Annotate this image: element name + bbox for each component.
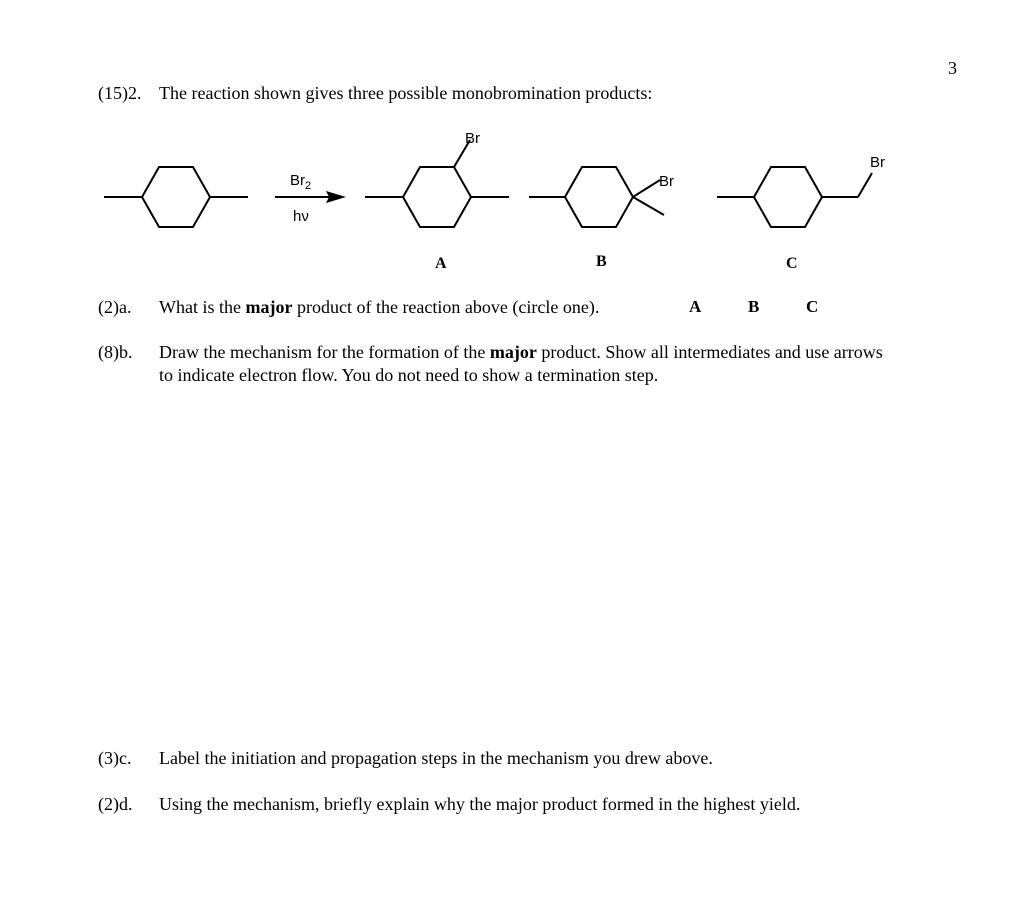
part-b-number: (8)b. bbox=[98, 342, 133, 362]
reagent-hv: hν bbox=[293, 208, 309, 225]
product-a-structure bbox=[365, 140, 509, 227]
product-b-structure bbox=[529, 167, 664, 227]
answer-space[interactable] bbox=[159, 395, 959, 735]
product-b-br-label: Br bbox=[659, 173, 674, 190]
reaction-scheme bbox=[0, 120, 1024, 280]
part-a-number: (2)a. bbox=[98, 297, 132, 317]
product-a-br-label: Br bbox=[465, 130, 480, 147]
part-b-line2: to indicate electron flow. You do not need to show a termination step. bbox=[159, 365, 659, 385]
part-c-text: Label the initiation and propagation steps in the mechanism you drew above. bbox=[159, 748, 713, 768]
choice-c[interactable]: C bbox=[806, 297, 819, 316]
arrowhead bbox=[326, 191, 346, 203]
part-a-text: What is the major product of the reaction above (circle one). bbox=[159, 297, 600, 317]
question-number: (15)2. bbox=[98, 83, 142, 103]
part-d-text: Using the mechanism, briefly explain why the major product formed in the highest yield. bbox=[159, 794, 801, 814]
product-label-b: B bbox=[596, 253, 607, 270]
reagent-br2: $Br_2$ bbox=[290, 172, 312, 192]
product-label-a: A bbox=[435, 255, 447, 272]
choice-a[interactable]: A bbox=[689, 297, 702, 316]
product-c-br-label: Br bbox=[870, 154, 885, 171]
product-c-structure bbox=[717, 167, 872, 227]
page-number: 3 bbox=[948, 58, 957, 78]
reactant-structure bbox=[104, 167, 248, 227]
part-b-line1: Draw the mechanism for the formation of the major product. Show all intermediates and use arrows bbox=[159, 342, 883, 362]
question-text: The reaction shown gives three possible monobromination products: bbox=[159, 83, 653, 103]
product-label-c: C bbox=[786, 255, 798, 272]
part-c-number: (3)c. bbox=[98, 748, 132, 768]
choice-b[interactable]: B bbox=[748, 297, 760, 316]
part-d-number: (2)d. bbox=[98, 794, 133, 814]
